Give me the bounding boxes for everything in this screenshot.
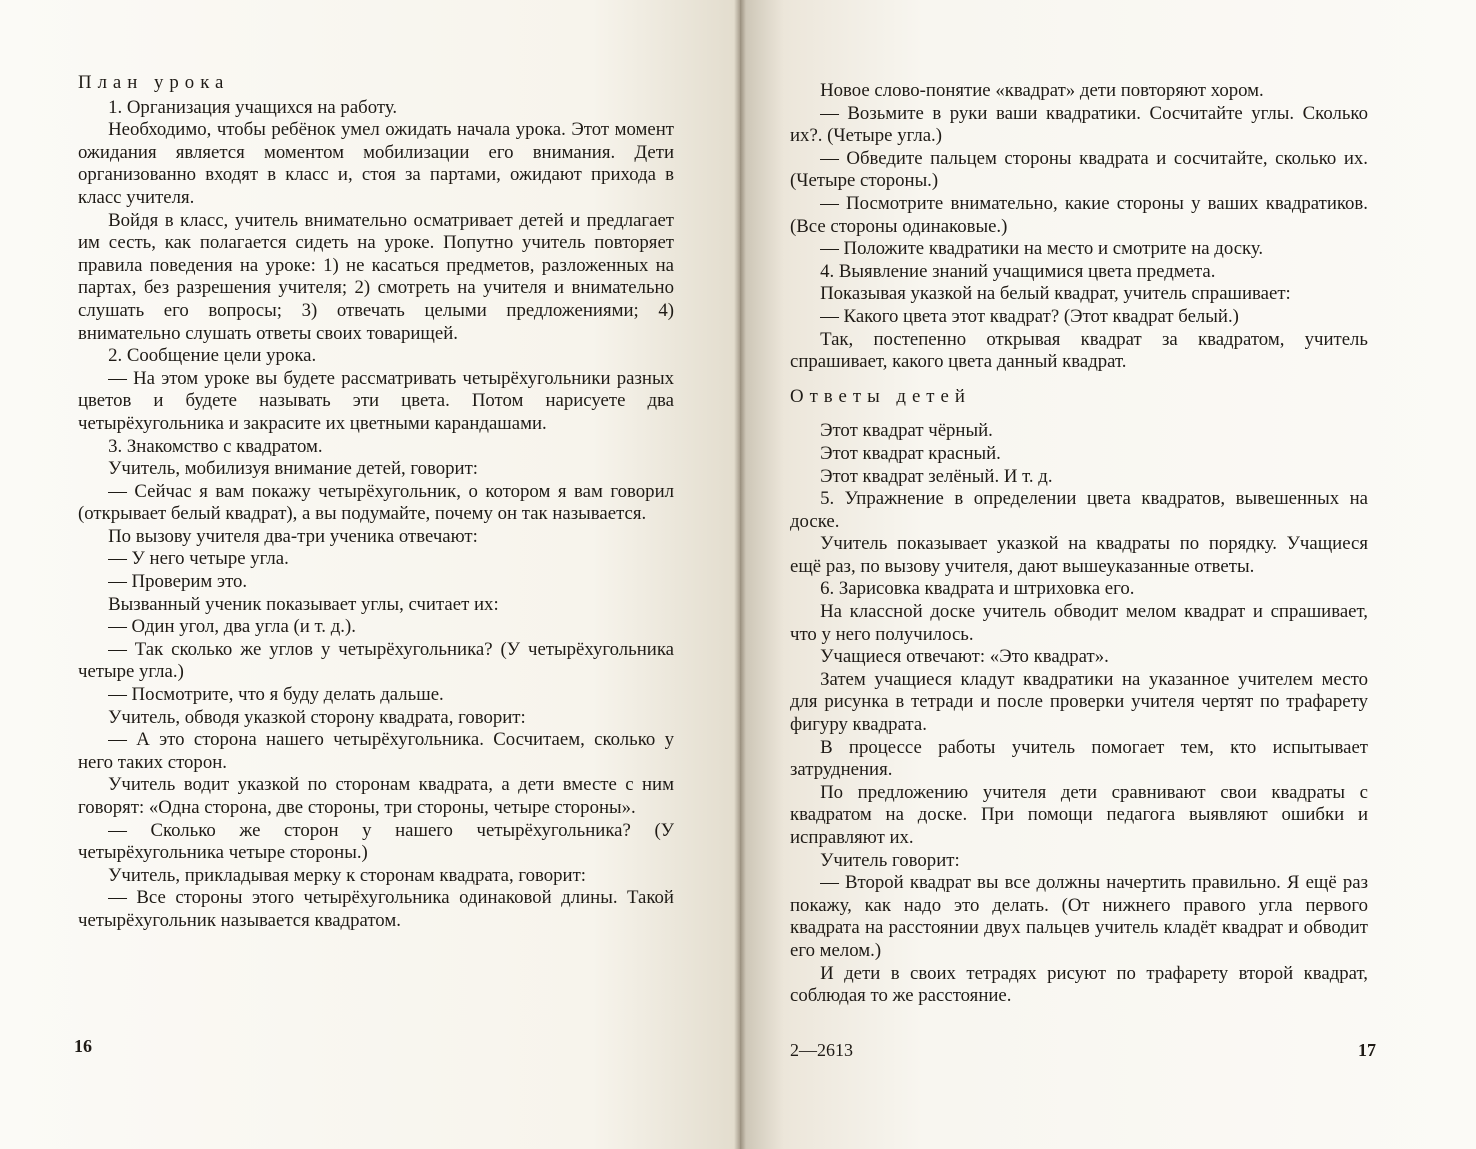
paragraph: На классной доске учитель обводит мелом квадрат и спрашивает, что у него получилось. xyxy=(790,601,1368,645)
paragraph: Показывая указкой на белый квадрат, учитель спрашивает: xyxy=(820,283,1291,305)
paragraph: — У него четыре угла. xyxy=(108,548,289,570)
left-heading: План урока xyxy=(78,72,230,93)
paragraph: 1. Организация учащихся на работу. xyxy=(108,96,398,118)
right-page-text xyxy=(790,80,1368,1008)
book-gutter xyxy=(734,0,746,1149)
paragraph: — На этом уроке вы будете рассматривать четырёхугольники разных цветов и будете называть эти цвета. Потом нарисуете два четырёхугольника и закрасите их цветными карандашами. xyxy=(78,367,674,434)
paragraph: Учитель, прикладывая мерку к сторонам квадрата, говорит: xyxy=(108,864,587,886)
paragraph: — Посмотрите внимательно, какие стороны у ваших квадратиков. (Все стороны одинаковые.) xyxy=(790,192,1368,237)
right-heading: Ответы детей xyxy=(790,385,971,407)
paragraph: Так, постепенно открывая квадрат за квадратом, учитель спрашивает, какого цвета данный квадрат. xyxy=(790,328,1368,373)
paragraph: — Обведите пальцем стороны квадрата и сосчитайте, сколько их. (Четыре стороны.) xyxy=(790,147,1368,192)
paragraph: — Один угол, два угла (и т. д.). xyxy=(108,616,356,638)
paragraph: — Сколько же сторон у нашего четырёхугольника? (У четырёхугольника четыре стороны.) xyxy=(78,819,674,864)
paragraph: По предложению учителя дети сравнивают свои квадраты с квадратом на доске. При помощи педагога выявляют ошибки и исправляют их. xyxy=(790,781,1368,848)
paragraph: Этот квадрат чёрный. xyxy=(820,420,993,442)
paragraph: — Положите квадратики на место и смотрите на доску. xyxy=(820,238,1264,260)
paragraph: — Возьмите в руки ваши квадратики. Сосчитайте углы. Сколько их?. (Четыре угла.) xyxy=(790,102,1368,147)
page-number-left: 16 xyxy=(74,1036,92,1056)
paragraph: Войдя в класс, учитель внимательно осматривает детей и предлагает им сесть, как полагается сидеть на уроке. Попутно учитель повторяет правила поведения на уроке: 1) не касаться предметов, разложенных на партах, без разрешения учителя; 2) смотреть на учителя и внимательно слушать его вопросы; 3) отвечать целыми предложениями; 4) внимательно слушать ответы своих товарищей. xyxy=(78,209,674,344)
paragraph: — Так сколько же углов у четырёхугольника? (У четырёхугольника четыре угла.) xyxy=(78,638,674,683)
paragraph: 6. Зарисовка квадрата и штриховка его. xyxy=(820,578,1135,600)
paragraph: 3. Знакомство с квадратом. xyxy=(108,435,323,457)
paragraph: Учитель, обводя указкой сторону квадрата, говорит: xyxy=(108,706,526,728)
paragraph: Этот квадрат красный. xyxy=(820,442,1001,464)
paragraph: — Какого цвета этот квадрат? (Этот квадрат белый.) xyxy=(820,305,1239,327)
paragraph: Вызванный ученик показывает углы, считает их: xyxy=(108,593,499,615)
paragraph: Учитель говорит: xyxy=(820,849,960,871)
paragraph: — Проверим это. xyxy=(108,571,248,593)
paragraph: Необходимо, чтобы ребёнок умел ожидать начала урока. Этот момент ожидания является моментом мобилизации его внимания. Дети организованно входят в класс и, стоя за партами, ожидают прихода в класс учителя. xyxy=(78,119,674,208)
paragraph: — Второй квадрат вы все должны начертить правильно. Я ещё раз покажу, как надо это делать. (От нижнего правого угла первого квадрата на расстоянии двух пальцев учитель кладёт квадрат и обводит его мелом.) xyxy=(790,872,1368,961)
paragraph: Новое слово-понятие «квадрат» дети повторяют хором. xyxy=(820,80,1264,101)
printer-signature: 2—2613 xyxy=(790,1040,853,1060)
paragraph: По вызову учителя два-три ученика отвечают: xyxy=(108,525,478,547)
left-page-text xyxy=(78,72,674,933)
paragraph: — Сейчас я вам покажу четырёхугольник, о котором я вам говорил (открывает белый квадрат), а вы подумайте, почему он так называется. xyxy=(78,480,674,525)
paragraph: 2. Сообщение цели урока. xyxy=(108,345,317,367)
paragraph: Учитель показывает указкой на квадраты по порядку. Учащиеся ещё раз, по вызову учителя, дают вышеуказанные ответы. xyxy=(790,533,1368,577)
page-number-right: 17 xyxy=(1358,1040,1376,1060)
paragraph: Учитель, мобилизуя внимание детей, говорит: xyxy=(108,458,479,480)
paragraph: — Посмотрите, что я буду делать дальше. xyxy=(108,684,444,706)
paragraph: В процессе работы учитель помогает тем, кто испытывает затруднения. xyxy=(790,736,1368,781)
paragraph: Учитель водит указкой по сторонам квадрата, а дети вместе с ним говорят: «Одна сторона, две стороны, три стороны, четыре стороны». xyxy=(78,774,674,818)
paragraph: 4. Выявление знаний учащимися цвета предмета. xyxy=(820,260,1216,282)
paragraph: Этот квадрат зелёный. И т. д. xyxy=(820,465,1053,487)
paragraph: — А это сторона нашего четырёхугольника. Сосчитаем, сколько у него таких сторон. xyxy=(78,729,674,773)
right-page xyxy=(740,0,1476,1149)
paragraph: Учащиеся отвечают: «Это квадрат». xyxy=(820,646,1109,668)
paragraph: И дети в своих тетрадях рисуют по трафарету второй квадрат, соблюдая то же расстояние. xyxy=(790,962,1368,1007)
paragraph: Затем учащиеся кладут квадратики на указанное учителем место для рисунка в тетради и после проверки учителя чертят по трафарету фигуру квадрата. xyxy=(790,668,1368,736)
paragraph: — Все стороны этого четырёхугольника одинаковой длины. Такой четырёхугольник называется квадратом. xyxy=(78,887,674,931)
paragraph: 5. Упражнение в определении цвета квадратов, вывешенных на доске. xyxy=(790,488,1368,532)
